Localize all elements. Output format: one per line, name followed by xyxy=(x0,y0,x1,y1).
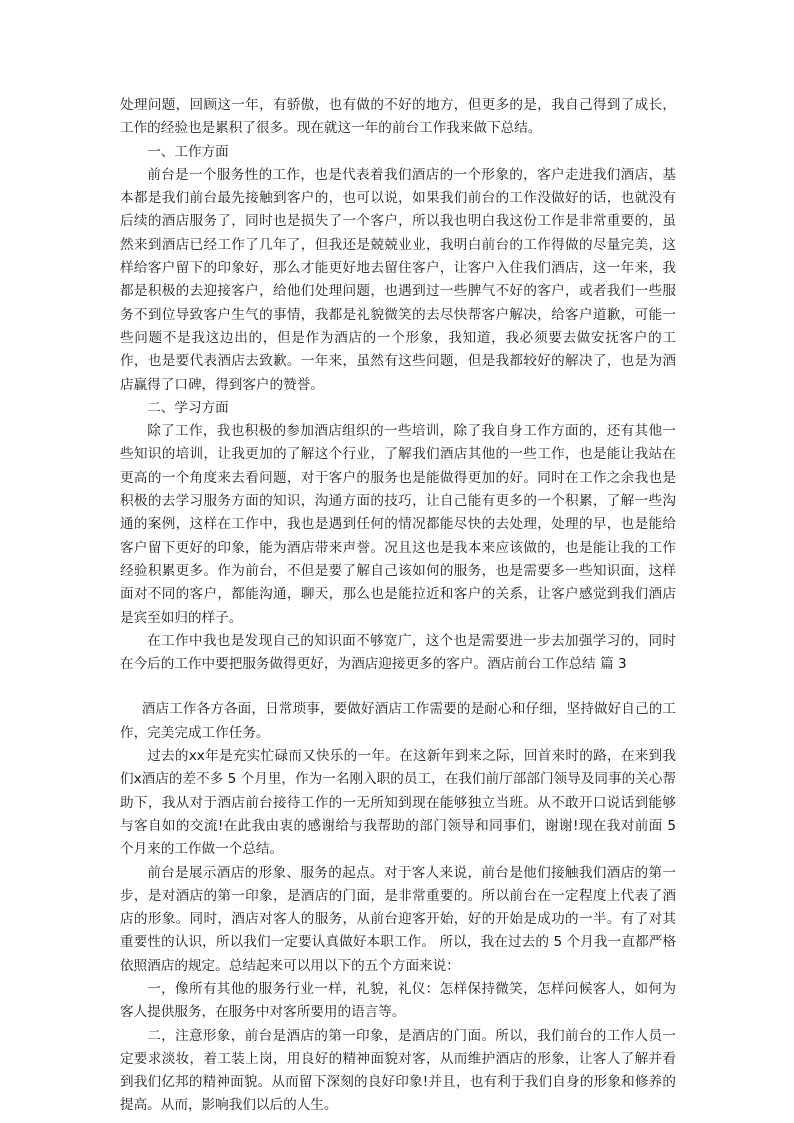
point-one-paragraph: 一，像所有其他的服务行业一样，礼貌，礼仪：怎样保持微笑，怎样问候客人，如何为客人提供服务，在服务中对客所要用的语言等。 xyxy=(120,980,676,1021)
intro-paragraph: 酒店工作各方各面，日常琐事，要做好酒店工作需要的是耐心和仔细，坚持做好自己的工作，完美完成工作任务。 xyxy=(120,701,676,741)
heading-work: 一、工作方面 xyxy=(147,143,229,160)
front-desk-paragraph: 前台是展示酒店的形象、服务的起点。对于客人来说，前台是他们接触我们酒店的第一步，是对酒店的第一印象，是酒店的门面，是非常重要的。所以前台在一定程度上代表了酒店的形象。同时，酒店对客人的服务，从前台迎客开始，好的开始是成功的一半。有了对其重要性的认识，所以我们一定要认真做好本职工作。 所以，我在过去的 5 个月我一直都严格依照酒店的规定。总结起来可以用以下的五个方面来说： xyxy=(120,864,676,974)
heading-study: 二、学习方面 xyxy=(147,399,229,416)
study-paragraph: 除了工作，我也积极的参加酒店组织的一些培训，除了我自身工作方面的，还有其他一些知识的培训，让我更加的了解这个行业，了解我们酒店其他的一些工作，也是能让我站在更高的一个角度来去看问题，对于客户的服务也是能做得更加的好。同时在工作之余我也是积极的去学习服务方面的知识，沟通方面的技巧，让自己能有更多的一个积累，了解一些沟通的案例，这样在工作中，我也是遇到任何的情况都能尽快的去处理，处理的早，也是能给客户留下更好的印象，能为酒店带来声誉。况且这也是我本来应该做的，也是能让我的工作经验积累更多。作为前台，不但是要了解自己该如何的服务，也是需要多一些知识面，这样面对不同的客户，都能沟通，聊天，那么也是能拉近和客户的关系，让客户感觉到我们酒店是宾至如归的样子。 xyxy=(120,423,676,626)
past-year-paragraph: 过去的xx年是充实忙碌而又快乐的一年。在这新年到来之际，回首来时的路，在来到我们x酒店的差不多 5 个月里，作为一名刚入职的员工，在我们前厅部部门领导及同事的关心帮助下，我从对于酒店前台接待工作的一无所知到现在能够独立当班。从不敢开口说话到能够与客自如的交流!在此我由衷的感谢给与我帮助的部门领导和同事们，谢谢!现在我对前面 5 个月来的工作做一个总结。 xyxy=(120,748,676,858)
work-paragraph: 前台是一个服务性的工作，也是代表着我们酒店的一个形象的，客户走进我们酒店，基本都是我们前台最先接触到客户的，也可以说，如果我们前台的工作没做好的话，也就没有后续的酒店服务了，同时也是损失了一个客户，所以我也明白我这份工作是非常重要的，虽然来到酒店已经工作了几年了，但我还是兢兢业业，我明白前台的工作得做的尽量完美，这样给客户留下的印象好，那么才能更好地去留住客户，让客户入住我们酒店，这一年来，我都是积极的去迎接客户，给他们处理问题，也遇到过一些脾气不好的客户，或者我们一些服务不到位导致客户生气的事情，我都是礼貌微笑的去尽快帮客户解决，给客户道歉，可能一些问题不是我这边出的，但是作为酒店的一个形象，我知道，我必须要去做安抚客户的工作，也是要代表酒店去致歉。一年来，虽然有这些问题，但是我都较好的解决了，也是为酒店赢得了口碑，得到客户的赞誉。 xyxy=(120,166,676,393)
closing-paragraph: 在工作中我也是发现自己的知识面不够宽广，这个也是需要进一步去加强学习的，同时在今后的工作中要把服务做得更好，为酒店迎接更多的客户。酒店前台工作总结 篇 3 xyxy=(120,632,676,673)
point-two-paragraph: 二，注意形象，前台是酒店的第一印象，是酒店的门面。所以，我们前台的工作人员一定要求淡妆，着工装上岗，用良好的精神面貌对客，从而维护酒店的形象，让客人了解并看到我们亿邦的精神面貌。从而留下深刻的良好印象!并且，也有利于我们自身的形象和修养的提高。从而，影响我们以后的人生。 xyxy=(120,1027,676,1114)
document-page xyxy=(120,94,676,1118)
section-gap xyxy=(120,676,676,698)
opening-paragraph: 处理问题，回顾这一年，有骄傲，也有做的不好的地方，但更多的是，我自己得到了成长，工作的经验也是累积了很多。现在就这一年的前台工作我来做下总结。 xyxy=(120,97,676,137)
